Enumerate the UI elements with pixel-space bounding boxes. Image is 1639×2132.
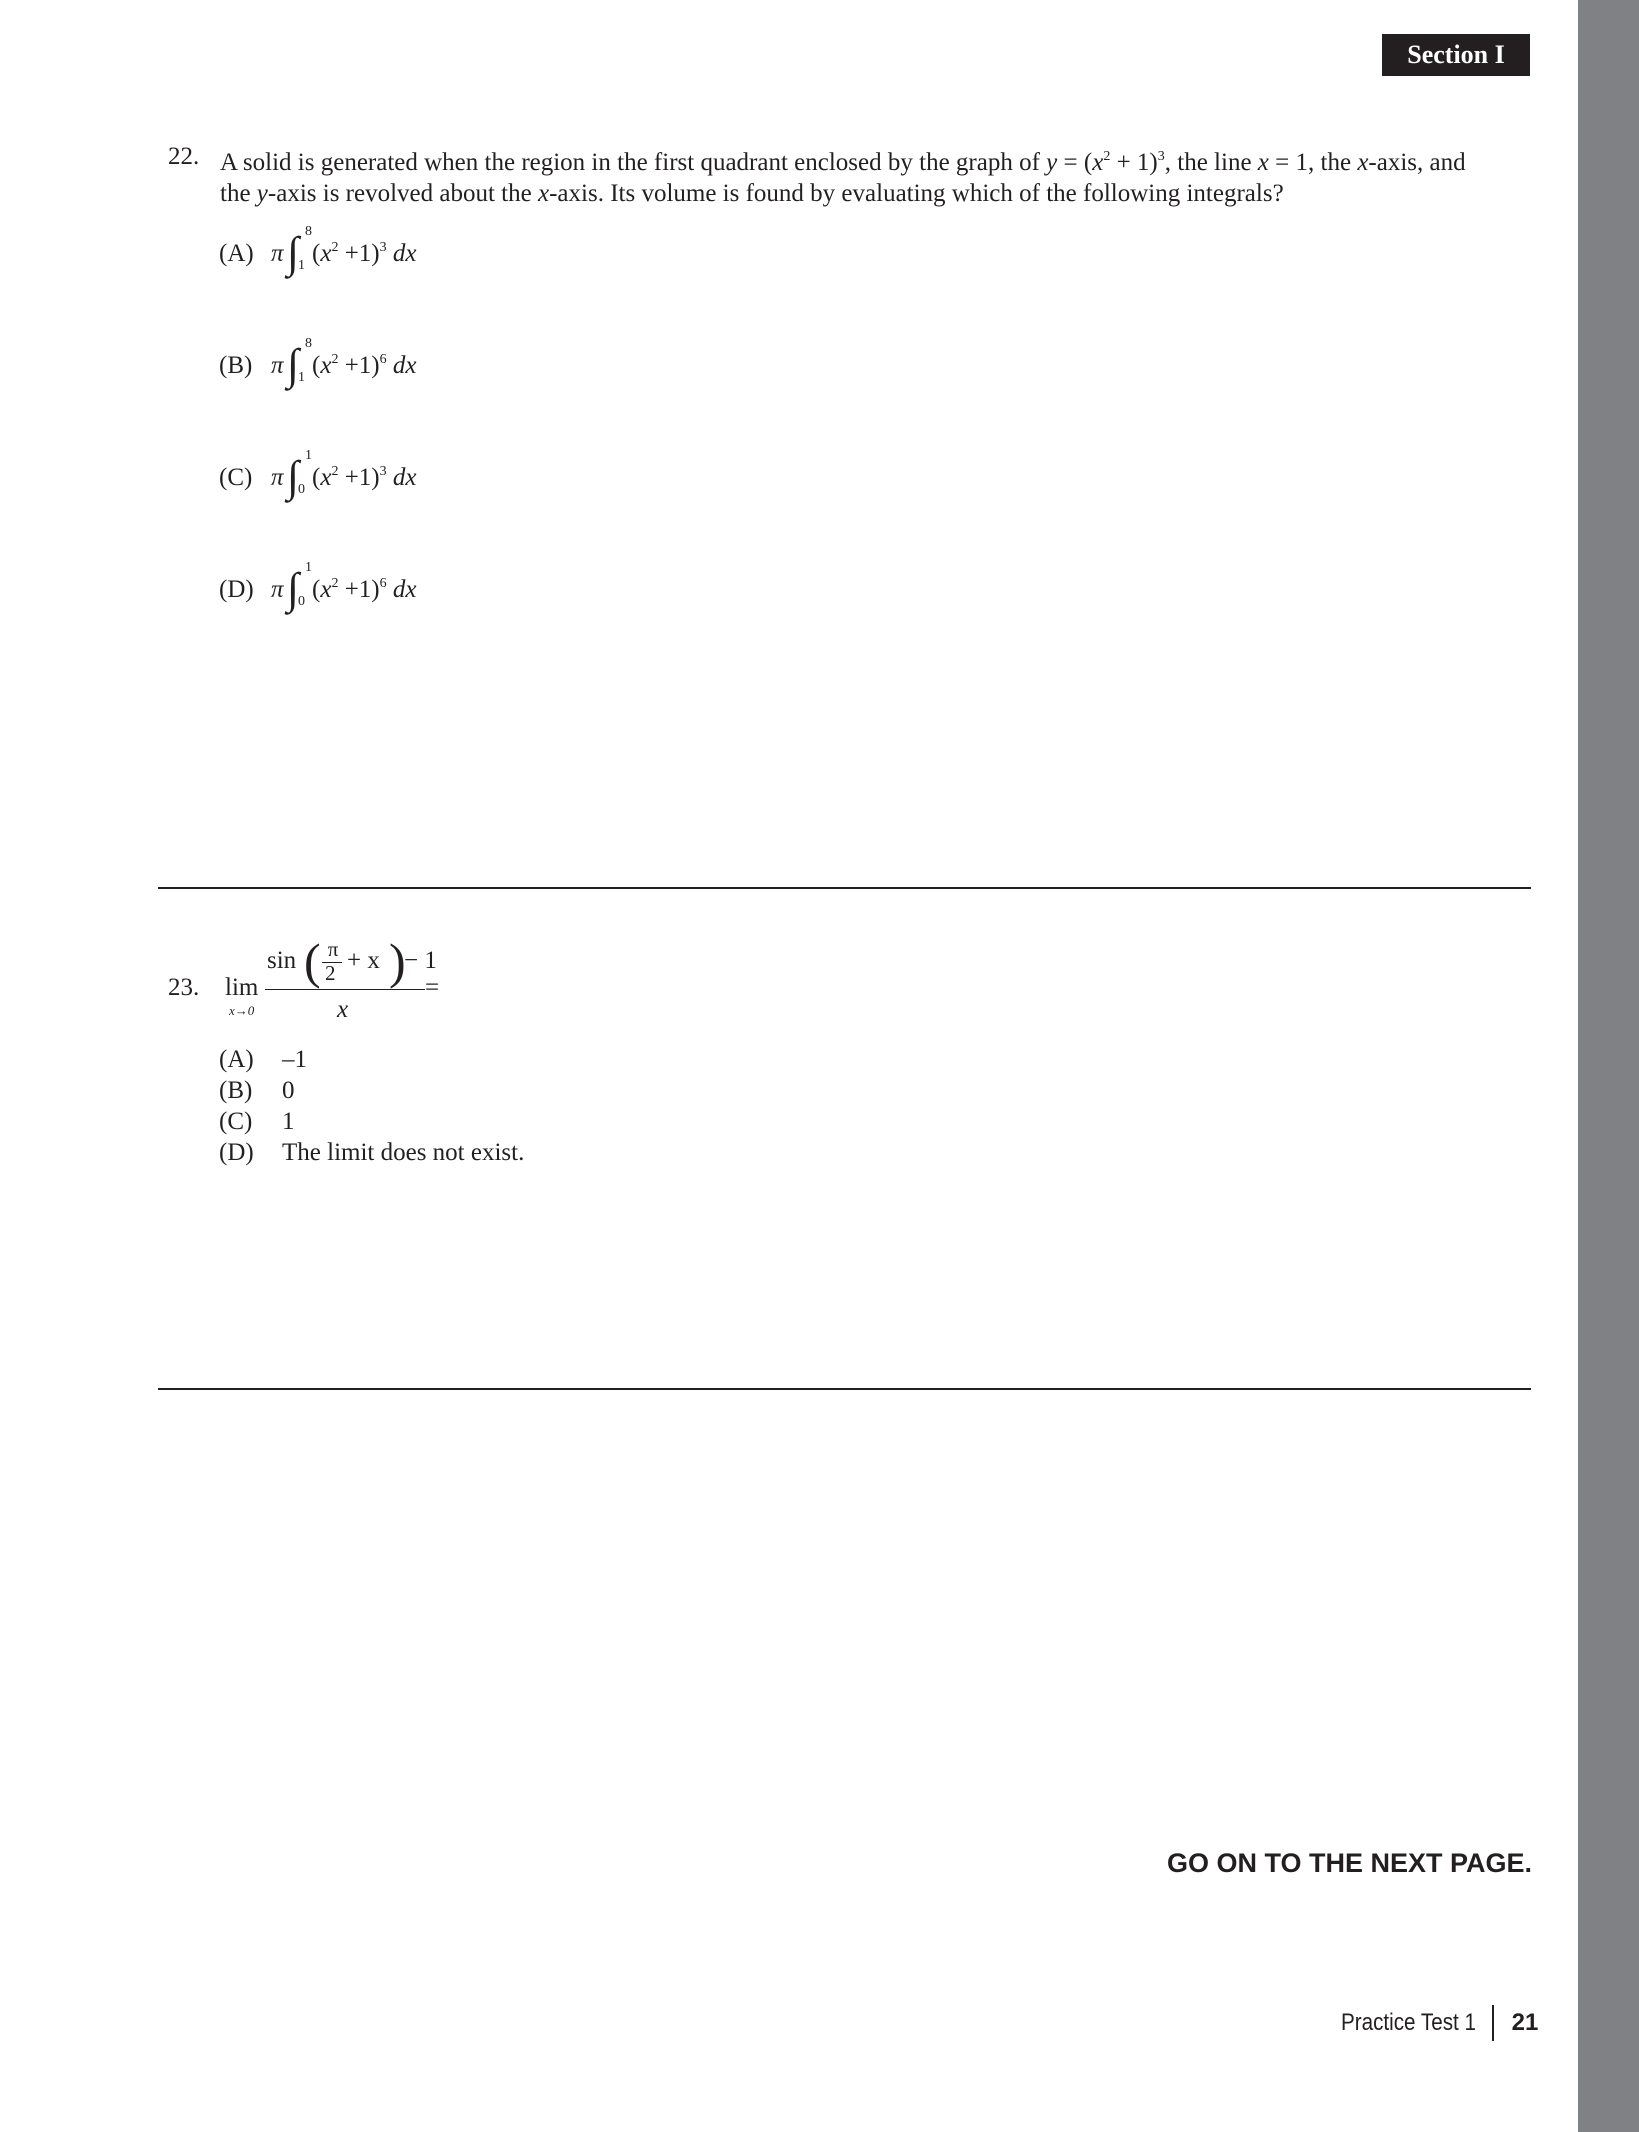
section-divider [158, 1388, 1531, 1390]
side-tab-bar [1578, 0, 1639, 2132]
limit-expression: lim x→0 sin ( π 2 + x ) − 1 x = [225, 933, 440, 1023]
page-number: 21 [1511, 2009, 1539, 2036]
question-22 [168, 141, 1528, 209]
section-tag: Section I [1382, 34, 1530, 76]
test-name: Practice Test 1 [1341, 2009, 1476, 2036]
go-on-notice: GO ON TO THE NEXT PAGE. [1166, 1848, 1532, 1878]
section-divider [158, 887, 1531, 889]
question-text: A solid is generated when the region in the first quadrant enclosed by the graph of $y = (x^2 + 1)^3$, the line x = 1, the x-axis, and the y-axis is revolved about the x-axis. Its volume is found by evaluating which of the following integrals? [220, 149, 1466, 207]
question-number: 22. [168, 143, 200, 170]
question-number: 23. [168, 974, 200, 1001]
footer-divider [1492, 2005, 1494, 2041]
page-footer [1250, 2005, 1544, 2045]
